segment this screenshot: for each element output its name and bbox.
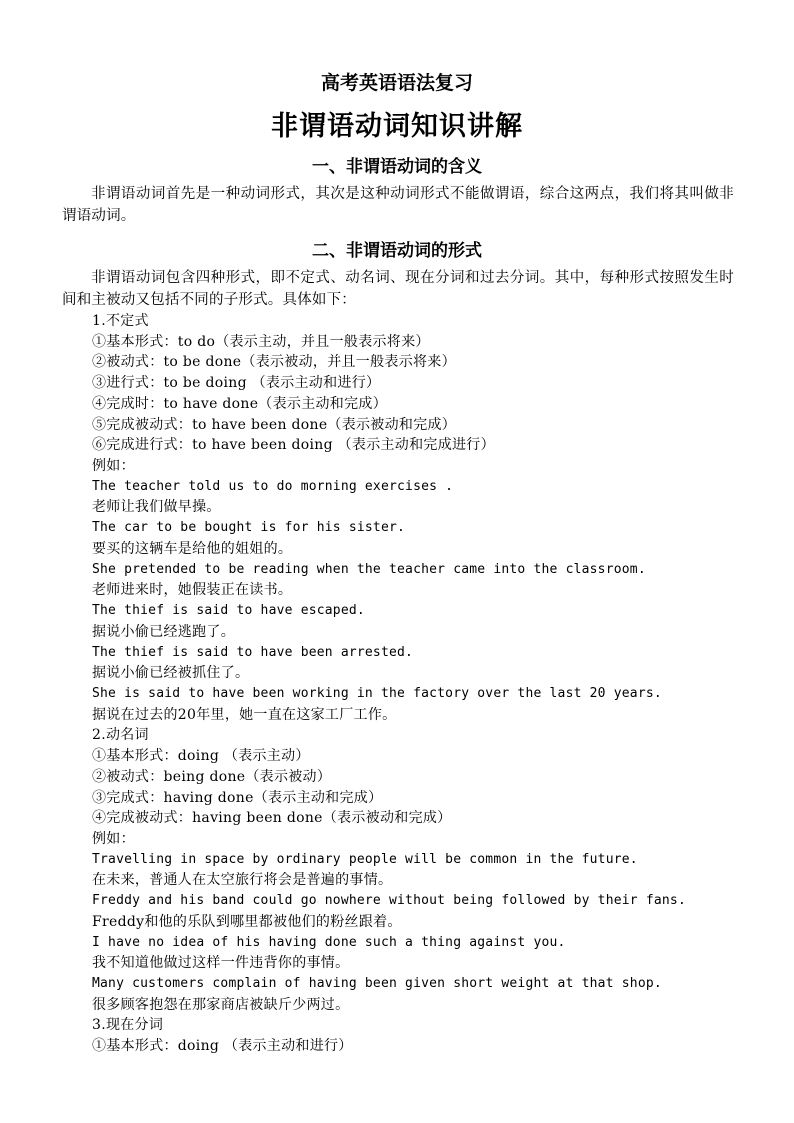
content-line: The thief is said to have escaped. <box>92 603 365 619</box>
content-line: 据说小偷已经被抓住了。 <box>92 665 250 682</box>
content-line: Freddy和他的乐队到哪里都被他们的粉丝跟着。 <box>92 913 402 930</box>
content-line: She pretended to be reading when the teacher came into the classroom. <box>92 561 646 577</box>
content-line: 1.不定式 <box>92 313 149 329</box>
paragraph-meaning: 非谓语动词首先是一种动词形式，其次是这种动词形式不能做谓语，综合这两点，我们将其叫做非谓语动词。 <box>62 186 734 224</box>
content-line: ③完成式：having done（表示主动和完成） <box>92 789 383 806</box>
content-line: ②被动式：to be done（表示被动，并且一般表示将来） <box>92 354 456 371</box>
content-line: ⑥完成进行式：to have been doing （表示主动和完成进行） <box>92 437 495 454</box>
content-line: ④完成被动式：having been done（表示被动和完成） <box>92 810 452 827</box>
document-supertitle: 高考英语语法复习 <box>320 72 473 94</box>
content-line: The teacher told us to do morning exercises . <box>92 478 454 494</box>
content-line: 2.动名词 <box>92 727 149 744</box>
content-line: 老师进来时，她假装正在读书。 <box>92 582 293 599</box>
content-line: ②被动式：being done（表示被动） <box>92 768 332 785</box>
content-line: The thief is said to have been arrested. <box>92 644 414 660</box>
content-line: ④完成时：to have done（表示主动和完成） <box>92 395 388 412</box>
paragraph-forms: 非谓语动词包含四种形式，即不定式、动名词、现在分词和过去分词。其中，每种形式按照发生时间和主被动又包括不同的子形式。具体如下： <box>62 270 734 308</box>
content-line: 要买的这辆车是给他的姐姐的。 <box>92 540 293 557</box>
section-heading-forms: 二、非谓语动词的形式 <box>312 241 482 261</box>
content-line: ①基本形式：to do（表示主动，并且一般表示将来） <box>92 333 430 350</box>
content-line: ①基本形式：doing （表示主动） <box>92 748 310 765</box>
content-line: 例如： <box>92 458 135 475</box>
content-line: 据说小偷已经逃跑了。 <box>92 623 235 640</box>
content-line: Freddy and his band could go nowhere without being followed by their fans. <box>92 893 686 909</box>
section-heading-meaning: 一、非谓语动词的含义 <box>312 157 482 177</box>
content-line: She is said to have been working in the factory over the last 20 years. <box>92 685 662 701</box>
content-line: 例如： <box>92 830 135 847</box>
content-line: ③进行式：to be doing （表示主动和进行） <box>92 375 381 392</box>
content-line: I have no idea of his having done such a thing against you. <box>92 934 566 950</box>
content-line: 很多顾客抱怨在那家商店被缺斤少两过。 <box>92 996 350 1013</box>
content-line: ①基本形式：doing （表示主动和进行） <box>92 1038 353 1055</box>
content-line: Many customers complain of having been given short weight at that shop. <box>92 976 662 991</box>
content-line: The car to be bought is for his sister. <box>92 520 406 536</box>
content-line: 据说在过去的20年里，她一直在这家工厂工作。 <box>92 706 397 723</box>
content-line: 在未来，普通人在太空旅行将会是普遍的事情。 <box>92 872 393 889</box>
content-lines <box>92 311 772 1057</box>
content-line: ⑤完成被动式：to have been done（表示被动和完成） <box>92 416 457 433</box>
content-line: 老师让我们做早操。 <box>92 499 221 516</box>
content-line: 3.现在分词 <box>92 1017 164 1034</box>
content-line: Travelling in space by ordinary people will be common in the future. <box>92 851 638 867</box>
document-title: 非谓语动词知识讲解 <box>271 111 523 142</box>
content-line: 我不知道他做过这样一件违背你的事情。 <box>92 955 350 972</box>
